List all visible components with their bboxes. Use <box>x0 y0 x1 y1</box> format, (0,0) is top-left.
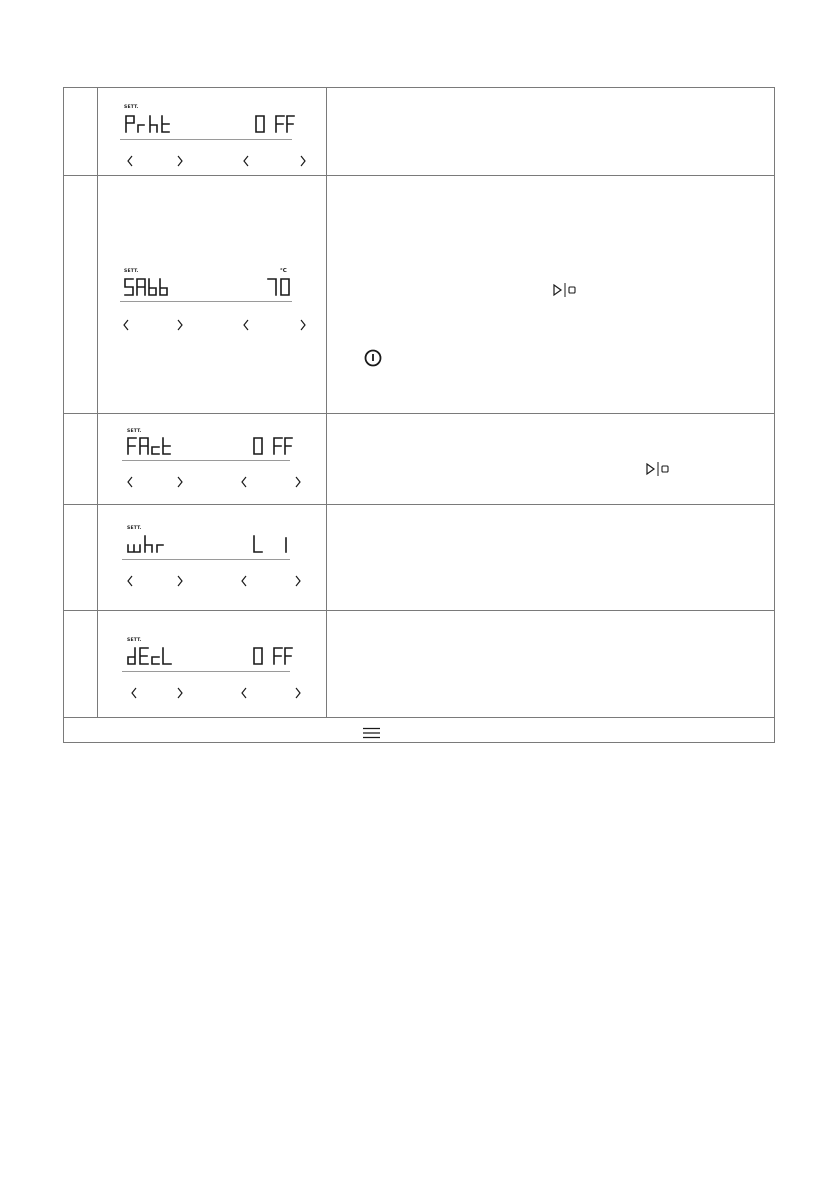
chevron-left-icon[interactable] <box>126 575 134 587</box>
chevron-left-icon[interactable] <box>240 575 248 587</box>
row-number-cell <box>64 414 98 504</box>
table-row <box>64 176 774 414</box>
sett-label: SETT. <box>127 429 142 434</box>
chevron-right-icon[interactable] <box>294 476 302 488</box>
chevron-right-icon[interactable] <box>176 687 184 699</box>
lcd-right-text <box>253 436 293 456</box>
lcd-left-text <box>127 646 177 666</box>
arrow-row <box>122 319 306 333</box>
lcd-left-text <box>127 436 177 456</box>
sett-label: SETT. <box>127 638 142 643</box>
table-row <box>64 414 774 505</box>
chevron-right-icon[interactable] <box>299 319 307 331</box>
lcd-left-text <box>124 277 174 297</box>
display-cell <box>98 414 327 504</box>
start-stop-icon <box>645 461 671 480</box>
chevron-left-icon[interactable] <box>242 319 250 331</box>
lcd-left-text <box>125 114 175 134</box>
display-underline <box>122 559 290 560</box>
display-cell <box>98 176 327 413</box>
lcd-left-text <box>127 534 177 554</box>
display-underline <box>122 671 290 672</box>
lcd-right-text <box>253 646 293 666</box>
display-underline <box>120 301 292 302</box>
chevron-left-icon[interactable] <box>122 319 130 331</box>
chevron-right-icon[interactable] <box>176 476 184 488</box>
row-number-cell <box>64 88 98 175</box>
table-row <box>64 505 774 611</box>
arrow-row <box>126 155 306 169</box>
sett-label: SETT. <box>124 269 139 274</box>
display-cell <box>98 505 327 610</box>
table-row <box>64 88 774 176</box>
lcd-right-text <box>253 534 293 554</box>
sett-label: SETT. <box>127 526 142 531</box>
row-number-cell <box>64 176 98 413</box>
chevron-left-icon[interactable] <box>126 155 134 167</box>
row-number-cell <box>64 505 98 610</box>
lcd-right-text <box>267 277 293 297</box>
chevron-left-icon[interactable] <box>240 476 248 488</box>
description-cell <box>327 505 774 610</box>
display-cell <box>98 611 327 717</box>
chevron-left-icon[interactable] <box>130 687 138 699</box>
chevron-right-icon[interactable] <box>176 575 184 587</box>
display-underline <box>120 139 292 140</box>
arrow-row <box>130 687 310 701</box>
menu-icon <box>363 724 381 743</box>
chevron-right-icon[interactable] <box>294 575 302 587</box>
power-icon <box>364 349 382 371</box>
arrow-row <box>126 575 306 589</box>
display-underline <box>122 460 290 461</box>
table-footer <box>64 718 774 742</box>
chevron-right-icon[interactable] <box>294 687 302 699</box>
description-cell <box>327 88 774 175</box>
chevron-right-icon[interactable] <box>176 155 184 167</box>
arrow-row <box>126 476 306 490</box>
chevron-right-icon[interactable] <box>299 155 307 167</box>
description-cell <box>327 414 774 504</box>
start-stop-icon <box>552 282 578 301</box>
description-cell <box>327 176 774 413</box>
chevron-left-icon[interactable] <box>126 476 134 488</box>
chevron-right-icon[interactable] <box>176 319 184 331</box>
unit-label: °C <box>280 268 287 274</box>
chevron-left-icon[interactable] <box>242 155 250 167</box>
lcd-right-text <box>255 114 295 134</box>
table-row <box>64 611 774 718</box>
display-cell <box>98 88 327 175</box>
chevron-left-icon[interactable] <box>240 687 248 699</box>
row-number-cell <box>64 611 98 717</box>
sett-label: SETT. <box>124 105 139 110</box>
settings-table <box>63 87 775 743</box>
description-cell <box>327 611 774 717</box>
